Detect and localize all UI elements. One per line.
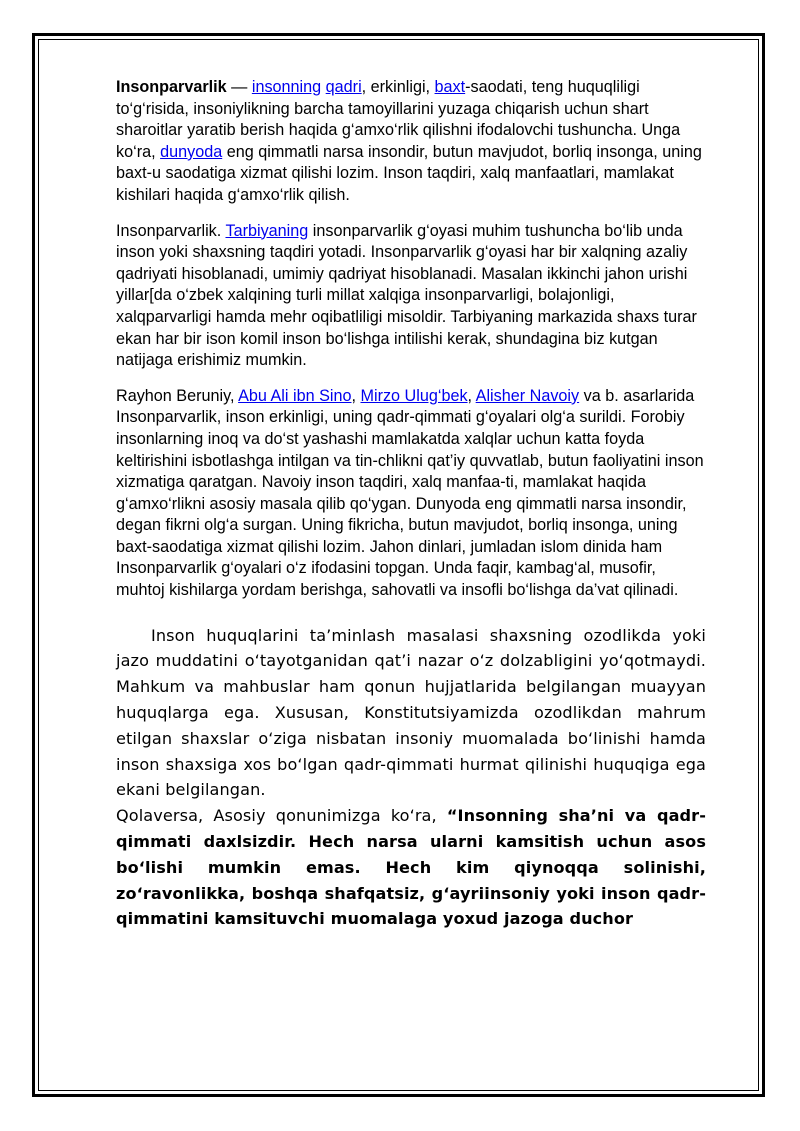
text: Insonparvarlik. xyxy=(116,221,226,240)
text: , erkinligi, xyxy=(361,78,435,96)
link-tarbiyaning[interactable]: Tarbiyaning xyxy=(225,221,309,240)
text: Qolaversa, Asosiy qonunimizga ko‘ra, xyxy=(116,806,447,826)
link-alisher-navoiy[interactable]: Alisher Navoiy xyxy=(475,386,580,405)
link-baxt[interactable]: baxt xyxy=(434,78,466,96)
paragraph-constitution xyxy=(116,803,706,932)
link-dunyoda[interactable]: dunyoda xyxy=(160,142,223,161)
paragraph-human-rights: Inson huquqlarini ta’minlash masalasi shaxsning ozodlikda yoki jazo muddatini o‘tayotganidan qat’i nazar o‘z dolzabligini yo‘qotmaydi. Mahkum va mahbuslar ham qonun hujjatlarida belgilangan muayyan huquqlarga ega. Xususan, Konstitutsiyamizda ozodlikdan mahrum etilgan shaxslar o‘ziga nisbatan insoniy muomalada bo‘linishi hamda inson shaxsiga xos bo‘lgan qadr-qimmati hurmat qilinishi huquqiga ega ekani belgilangan. xyxy=(116,625,706,800)
paragraph-thinkers xyxy=(116,386,706,602)
text: Rayhon Beruniy, xyxy=(116,386,239,405)
link-mirzo-ulugbek[interactable]: Mirzo Ulug‘bek xyxy=(360,386,468,405)
text: — xyxy=(226,78,252,96)
term-heading: Insonparvarlik xyxy=(116,78,227,96)
link-qadri[interactable]: qadri xyxy=(325,78,362,96)
text: insonparvarlik g‘oyasi muhim tushuncha bo‘lib unda inson yoki shaxsning taqdiri yotadi. Insonparvarlik g‘oyasi har bir xalqning azaliy qadriyati hisoblanadi, umimiy qadriyat hisoblanadi. Masalan ikkinchi jahon urishi yillar[da o‘zbek xalqining turli millat xalqiga insonparvarligi, bolajonligi, xalqparvarligi hamda mehr oqibatliligi misoldir. Tarbiyaning markazida shaxs turar ekan har bir ison komil inson bo‘lishga intilishi kerak, shundagina biz kutgan natijaga erishimiz mumkin. xyxy=(116,221,697,370)
text: -saodati, teng huquqliligi to‘g‘risida, insoniylikning barcha tamoyillarini yuzaga chiqarish uchun shart sharoitlar yaratib berish haqida g‘amxo‘rlik qilishni ifodalovchi tushuncha. Unga ko‘ra, xyxy=(116,78,681,161)
text: , xyxy=(467,386,476,405)
text: va b. asarlarida Insonparvarlik, inson erkinligi, uning qadr-qimmati g‘oyalari olg‘a surildi. Forobiy insonlarning inoq va do‘st yashashi mamlakatda xalqlar uchun katta foyda keltirishini isbotlashga intilgan va tin-chlikni qat’iy quvvatlab, butun faoliyatini inson xizmatiga qaratgan. Navoiy inson taqdiri, xalq manfaa-ti, mamlakat haqida g‘amxo‘rlikni asosiy masala qilib qo‘ygan. Dunyoda eng qimmatli narsa insondir, degan fikrni olg‘a surgan. Uning fikricha, butun mavjudot, borliq insonga, uning baxt-saodatiga xizmat qilishi lozim. Jahon dinlari, jumladan islom dinida ham Insonparvarlik g‘oyalari o‘z ifodasini topgan. Unda faqir, kambag‘al, musofir, muhtoj kishilarga yordam berishga, sahovatli va insofli bo‘lishga da’vat qilinadi. xyxy=(116,386,704,600)
link-insonning[interactable]: insonning xyxy=(251,78,322,96)
document-body xyxy=(116,77,706,932)
constitution-quote: “Insonning sha’ni va qadr-qimmati daxlsizdir. Hech narsa ularni kamsitish uchun asos bo‘lishi mumkin emas. Hech kim qiynoqqa solinishi, zo‘ravonlikka, boshqa shafqatsiz, g‘ayriinsoniy yoki inson qadr-qimmatini kamsituvchi muomalaga yoxud jazoga duchor xyxy=(116,806,706,929)
text: eng qimmatli narsa insondir, butun mavjudot, borliq insonga, uning baxt-u saodatiga xizmat qilishi lozim. Inson taqdiri, xalq manfaatlari, mamlakat kishilari haqida g‘amxo‘rlik qilish. xyxy=(116,142,702,204)
text: , xyxy=(351,386,361,405)
paragraph-definition xyxy=(116,77,706,207)
link-abu-ali-ibn-sino[interactable]: Abu Ali ibn Sino xyxy=(238,386,352,405)
paragraph-tarbiya xyxy=(116,221,706,372)
